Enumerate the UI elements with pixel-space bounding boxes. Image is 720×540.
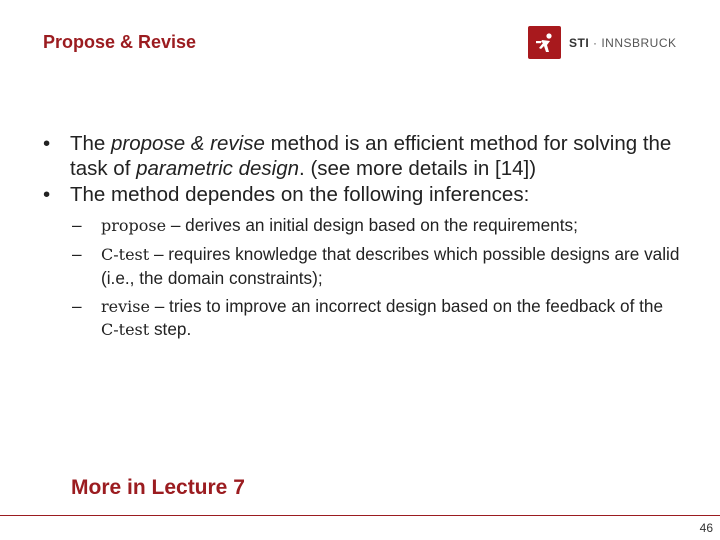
sub-item-text: – tries to improve an incorrect design based on the feedback of the <box>149 295 664 316</box>
emphasis-text: propose & revise <box>111 132 265 155</box>
logo-name: INNSBRUCK <box>601 35 677 50</box>
bullet-text: The method dependes on the following inferences: <box>70 183 530 207</box>
bullet-item <box>43 131 683 182</box>
sub-item-revise <box>43 295 683 342</box>
logo-separator: · <box>589 35 602 50</box>
footer-divider <box>0 515 720 516</box>
inference-term: propose <box>101 216 167 236</box>
inference-term: C-test <box>101 245 150 265</box>
slide-body <box>43 131 683 342</box>
bullet-text: The <box>70 132 112 155</box>
logo-text <box>569 36 677 50</box>
sti-innsbruck-logo <box>528 26 677 59</box>
page-number: 46 <box>699 521 713 535</box>
sti-figure-icon <box>528 26 561 59</box>
bullet-symbol: • <box>43 132 51 155</box>
bullet-item <box>43 182 683 207</box>
inference-term: revise <box>101 296 150 316</box>
inference-term: C-test <box>101 320 150 340</box>
sub-item-c-test <box>43 243 683 289</box>
sub-item-propose <box>43 214 683 238</box>
dash-symbol: – <box>72 244 82 265</box>
more-in-lecture-link[interactable]: More in Lecture 7 <box>71 476 245 499</box>
bullet-text: method is an efficient method for solving the task of <box>70 132 672 181</box>
bullet-symbol: • <box>43 183 51 207</box>
page-title: Propose & Revise <box>43 32 197 52</box>
logo-brand: STI <box>569 35 590 50</box>
sub-item-text: – requires knowledge that describes which possible designs are valid (i.e., the domain constraints); <box>101 244 680 288</box>
bullet-text: . (see more details in [14]) <box>299 157 537 181</box>
dash-symbol: – <box>72 215 82 236</box>
emphasis-text: parametric design <box>136 157 300 181</box>
sub-item-text: – derives an initial design based on the requirements; <box>166 215 578 236</box>
dash-symbol: – <box>72 295 82 316</box>
sub-item-text: step. <box>149 319 192 340</box>
